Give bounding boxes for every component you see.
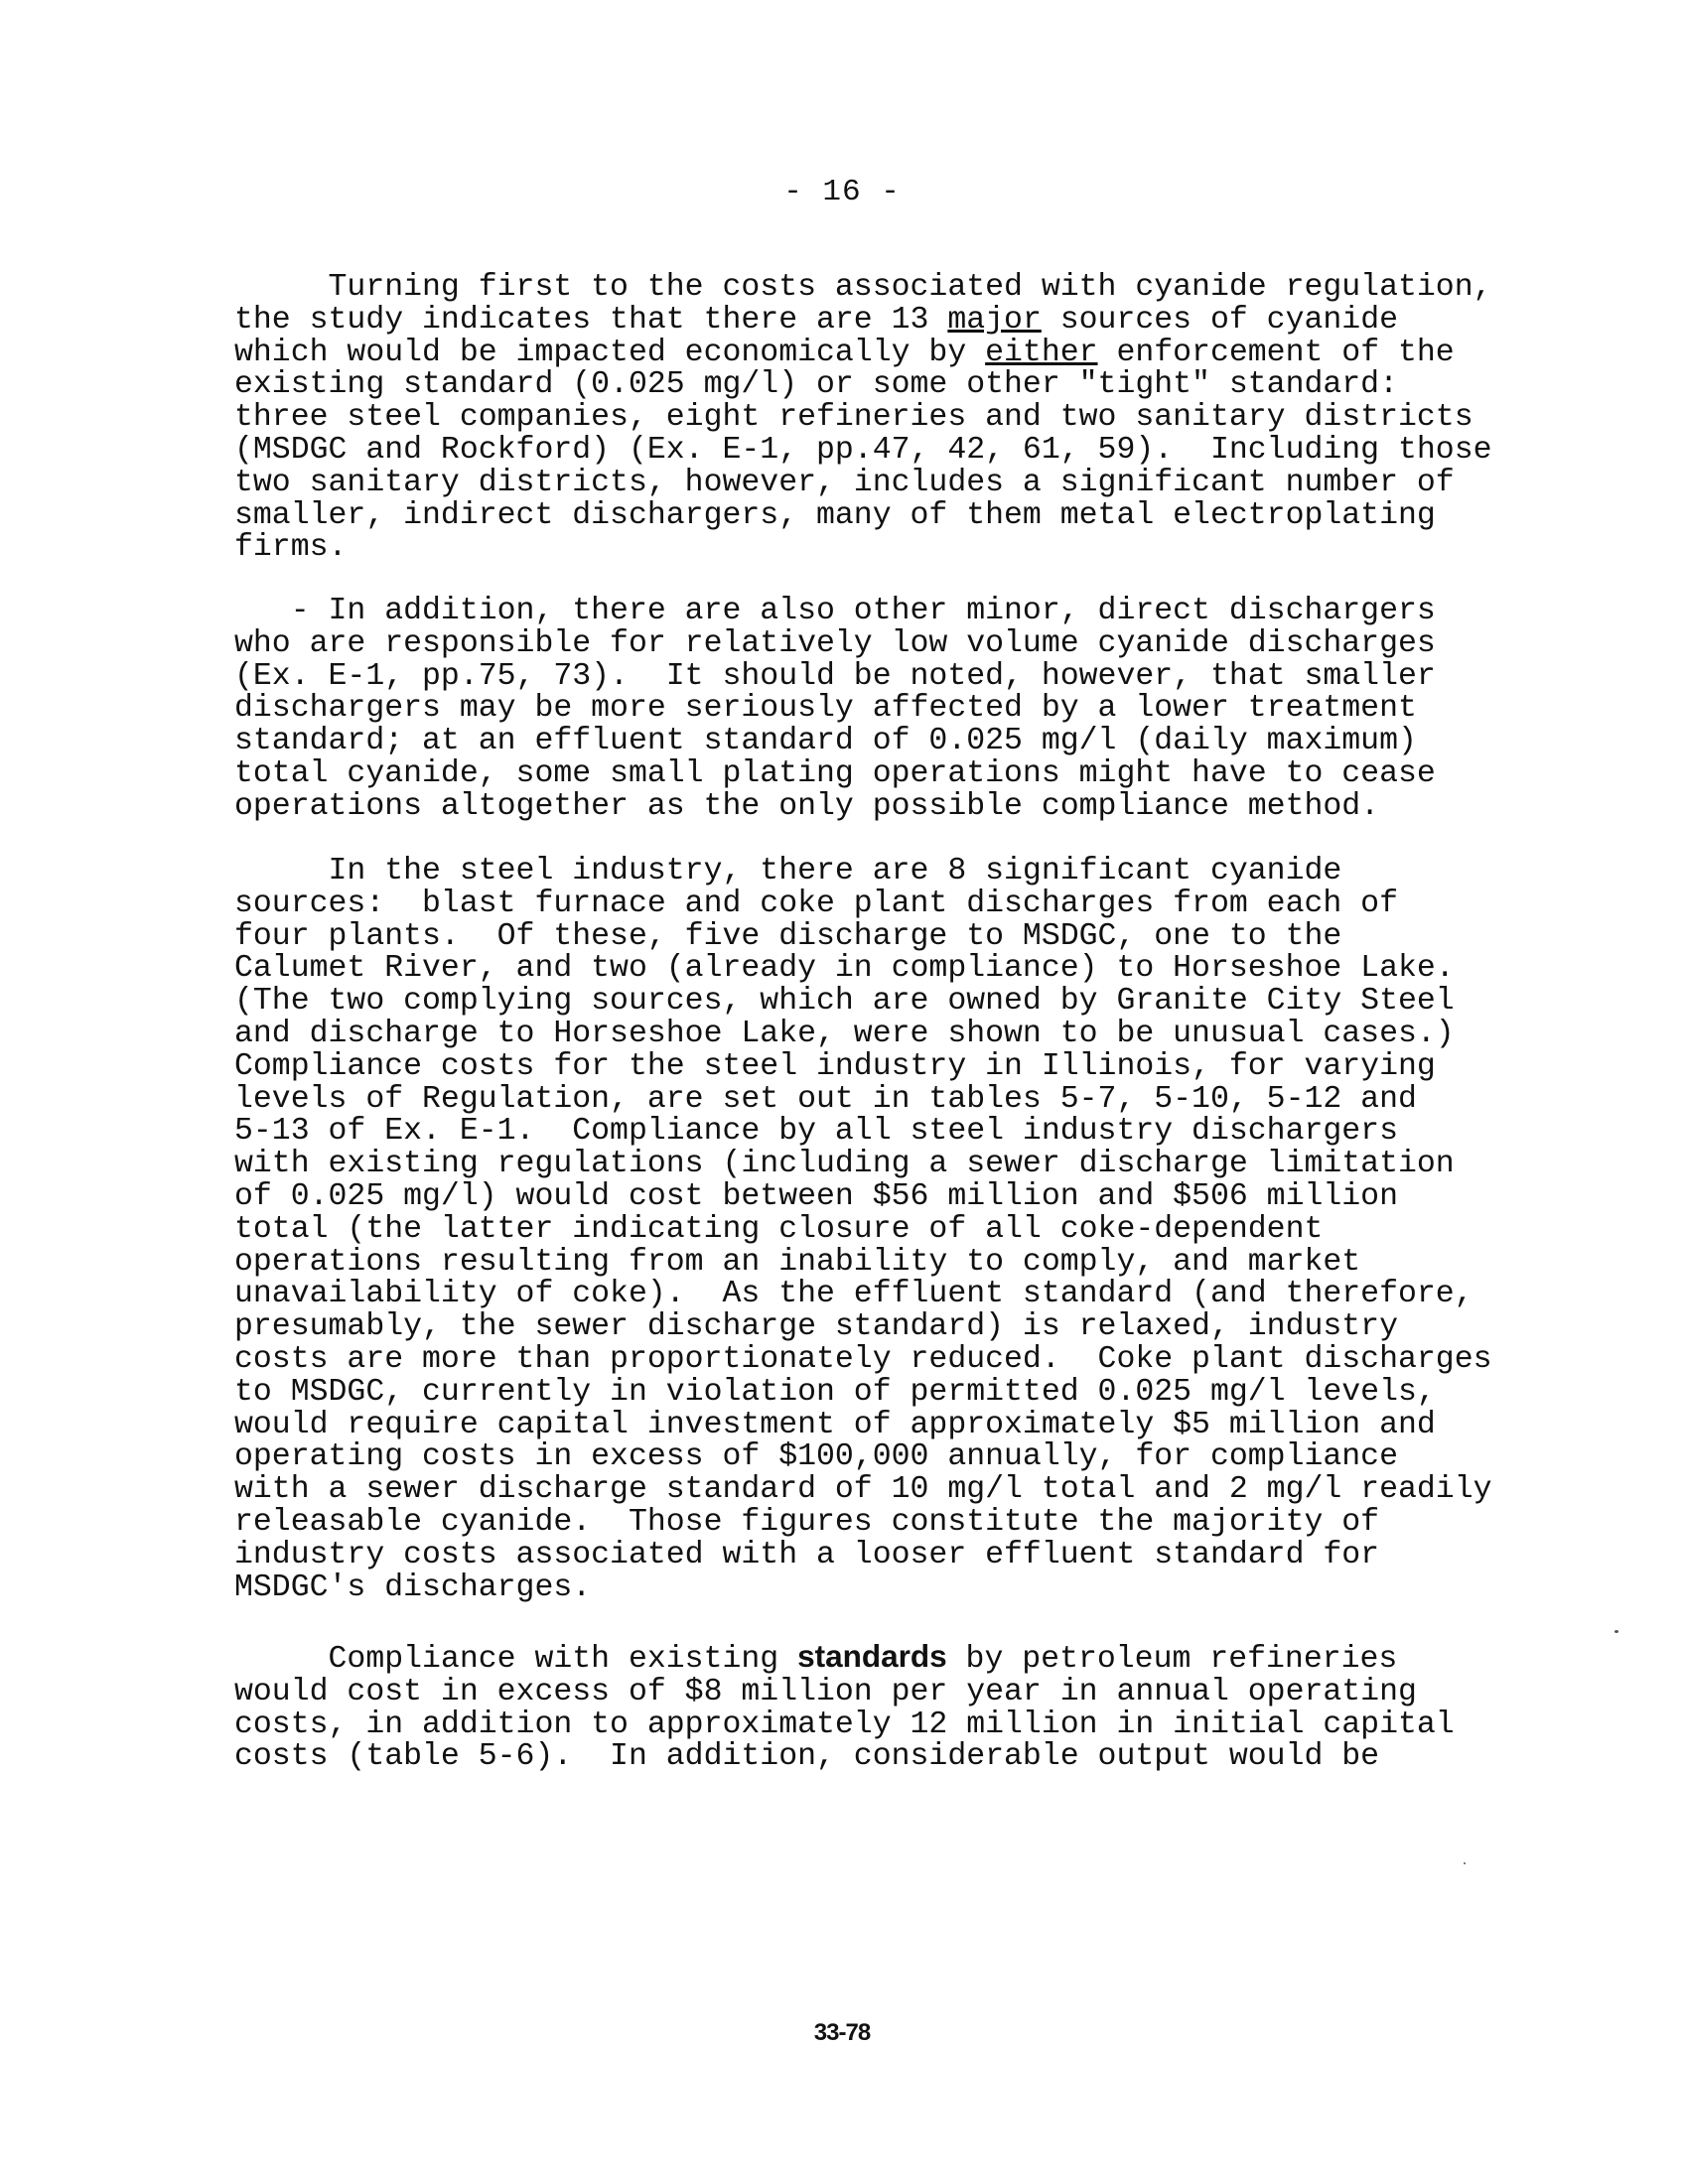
text-line: releasable cyanide. Those figures constitute the majority of xyxy=(234,1504,1380,1540)
text-line: which would be impacted economically by xyxy=(234,335,986,370)
bold-word: standards xyxy=(797,1638,947,1674)
text-line: dischargers may be more seriously affected by a lower treatment xyxy=(234,691,1417,727)
text-line: sources of cyanide xyxy=(1041,302,1399,338)
text-line: Turning first to the costs associated with cyanide regulation, xyxy=(234,270,1492,305)
text-line: industry costs associated with a looser effluent standard for xyxy=(234,1537,1380,1572)
text-line: standard; at an effluent standard of 0.025 mg/l (daily maximum) xyxy=(234,724,1417,759)
text-line: the study indicates that there are 13 xyxy=(234,302,948,338)
text-line: two sanitary districts, however, includes a significant number of xyxy=(234,465,1455,500)
underlined-word: either xyxy=(985,335,1098,370)
paragraph-minor-dischargers xyxy=(234,596,1565,824)
text-line: three steel companies, eight refineries and two sanitary districts xyxy=(234,400,1474,436)
scan-speck xyxy=(1614,1630,1618,1633)
text-line: by petroleum refineries xyxy=(946,1642,1398,1677)
text-line: (Ex. E-1, pp.75, 73). It should be noted, however, that smaller xyxy=(234,658,1436,694)
paragraph-steel-industry xyxy=(234,856,1565,1604)
text-line: Compliance with existing xyxy=(234,1642,798,1677)
text-line: - In addition, there are also other minor, direct dischargers xyxy=(234,594,1436,628)
text-line: four plants. Of these, five discharge to MSDGC, one to the xyxy=(234,918,1342,954)
text-line: would require capital investment of approximately $5 million and xyxy=(234,1407,1436,1442)
text-line: (MSDGC and Rockford) (Ex. E-1, pp.47, 42, 61, 59). Including those xyxy=(234,432,1492,468)
paragraph-petroleum-refineries xyxy=(234,1640,1565,1774)
text-line: existing standard (0.025 mg/l) or some other "tight" standard: xyxy=(234,367,1398,403)
text-line: to MSDGC, currently in violation of permitted 0.025 mg/l levels, xyxy=(234,1374,1436,1410)
text-line: 5-13 of Ex. E-1. Compliance by all steel industry dischargers xyxy=(234,1114,1398,1150)
paragraph-cyanide-costs xyxy=(234,272,1565,565)
text-line: presumably, the sewer discharge standard) is relaxed, industry xyxy=(234,1309,1398,1345)
text-line: and discharge to Horseshoe Lake, were shown to be unusual cases.) xyxy=(234,1016,1455,1051)
text-line: sources: blast furnace and coke plant discharges from each of xyxy=(234,886,1398,921)
text-line: would cost in excess of $8 million per year in annual operating xyxy=(234,1674,1417,1709)
text-line: costs are more than proportionately reduced. Coke plant discharges xyxy=(234,1341,1492,1377)
document-code: 33-78 xyxy=(813,2019,871,2046)
text-line: In the steel industry, there are 8 significant cyanide xyxy=(234,854,1342,888)
text-line: firms. xyxy=(234,530,348,566)
text-line: MSDGC's discharges. xyxy=(234,1570,592,1605)
scan-speck xyxy=(1464,1862,1466,1864)
text-line: enforcement of the xyxy=(1097,335,1455,370)
text-line: Compliance costs for the steel industry in Illinois, for varying xyxy=(234,1048,1436,1084)
page-number: - 16 - xyxy=(783,175,901,209)
text-line: total (the latter indicating closure of all coke-dependent xyxy=(234,1211,1324,1247)
text-line: unavailability of coke). As the effluent standard (and therefore, xyxy=(234,1277,1474,1312)
text-line: costs (table 5-6). In addition, considerable output would be xyxy=(234,1739,1380,1775)
text-line: (The two complying sources, which are owned by Granite City Steel xyxy=(234,984,1455,1020)
text-line: total cyanide, some small plating operations might have to cease xyxy=(234,755,1436,791)
text-line: with a sewer discharge standard of 10 mg/l total and 2 mg/l readily xyxy=(234,1472,1492,1508)
text-line: smaller, indirect dischargers, many of them metal electroplating xyxy=(234,497,1436,533)
text-line: levels of Regulation, are set out in tables 5-7, 5-10, 5-12 and xyxy=(234,1081,1417,1117)
underlined-word: major xyxy=(947,302,1042,338)
text-line: with existing regulations (including a sewer discharge limitation xyxy=(234,1147,1455,1182)
text-line: costs, in addition to approximately 12 million in initial capital xyxy=(234,1706,1455,1742)
text-line: who are responsible for relatively low volume cyanide discharges xyxy=(234,625,1436,661)
text-line: operating costs in excess of $100,000 annually, for compliance xyxy=(234,1439,1398,1475)
text-line: operations altogether as the only possible compliance method. xyxy=(234,788,1380,824)
text-line: operations resulting from an inability to comply, and market xyxy=(234,1244,1361,1280)
text-line: Calumet River, and two (already in compliance) to Horseshoe Lake. xyxy=(234,951,1455,987)
text-line: of 0.025 mg/l) would cost between $56 million and $506 million xyxy=(234,1178,1398,1214)
